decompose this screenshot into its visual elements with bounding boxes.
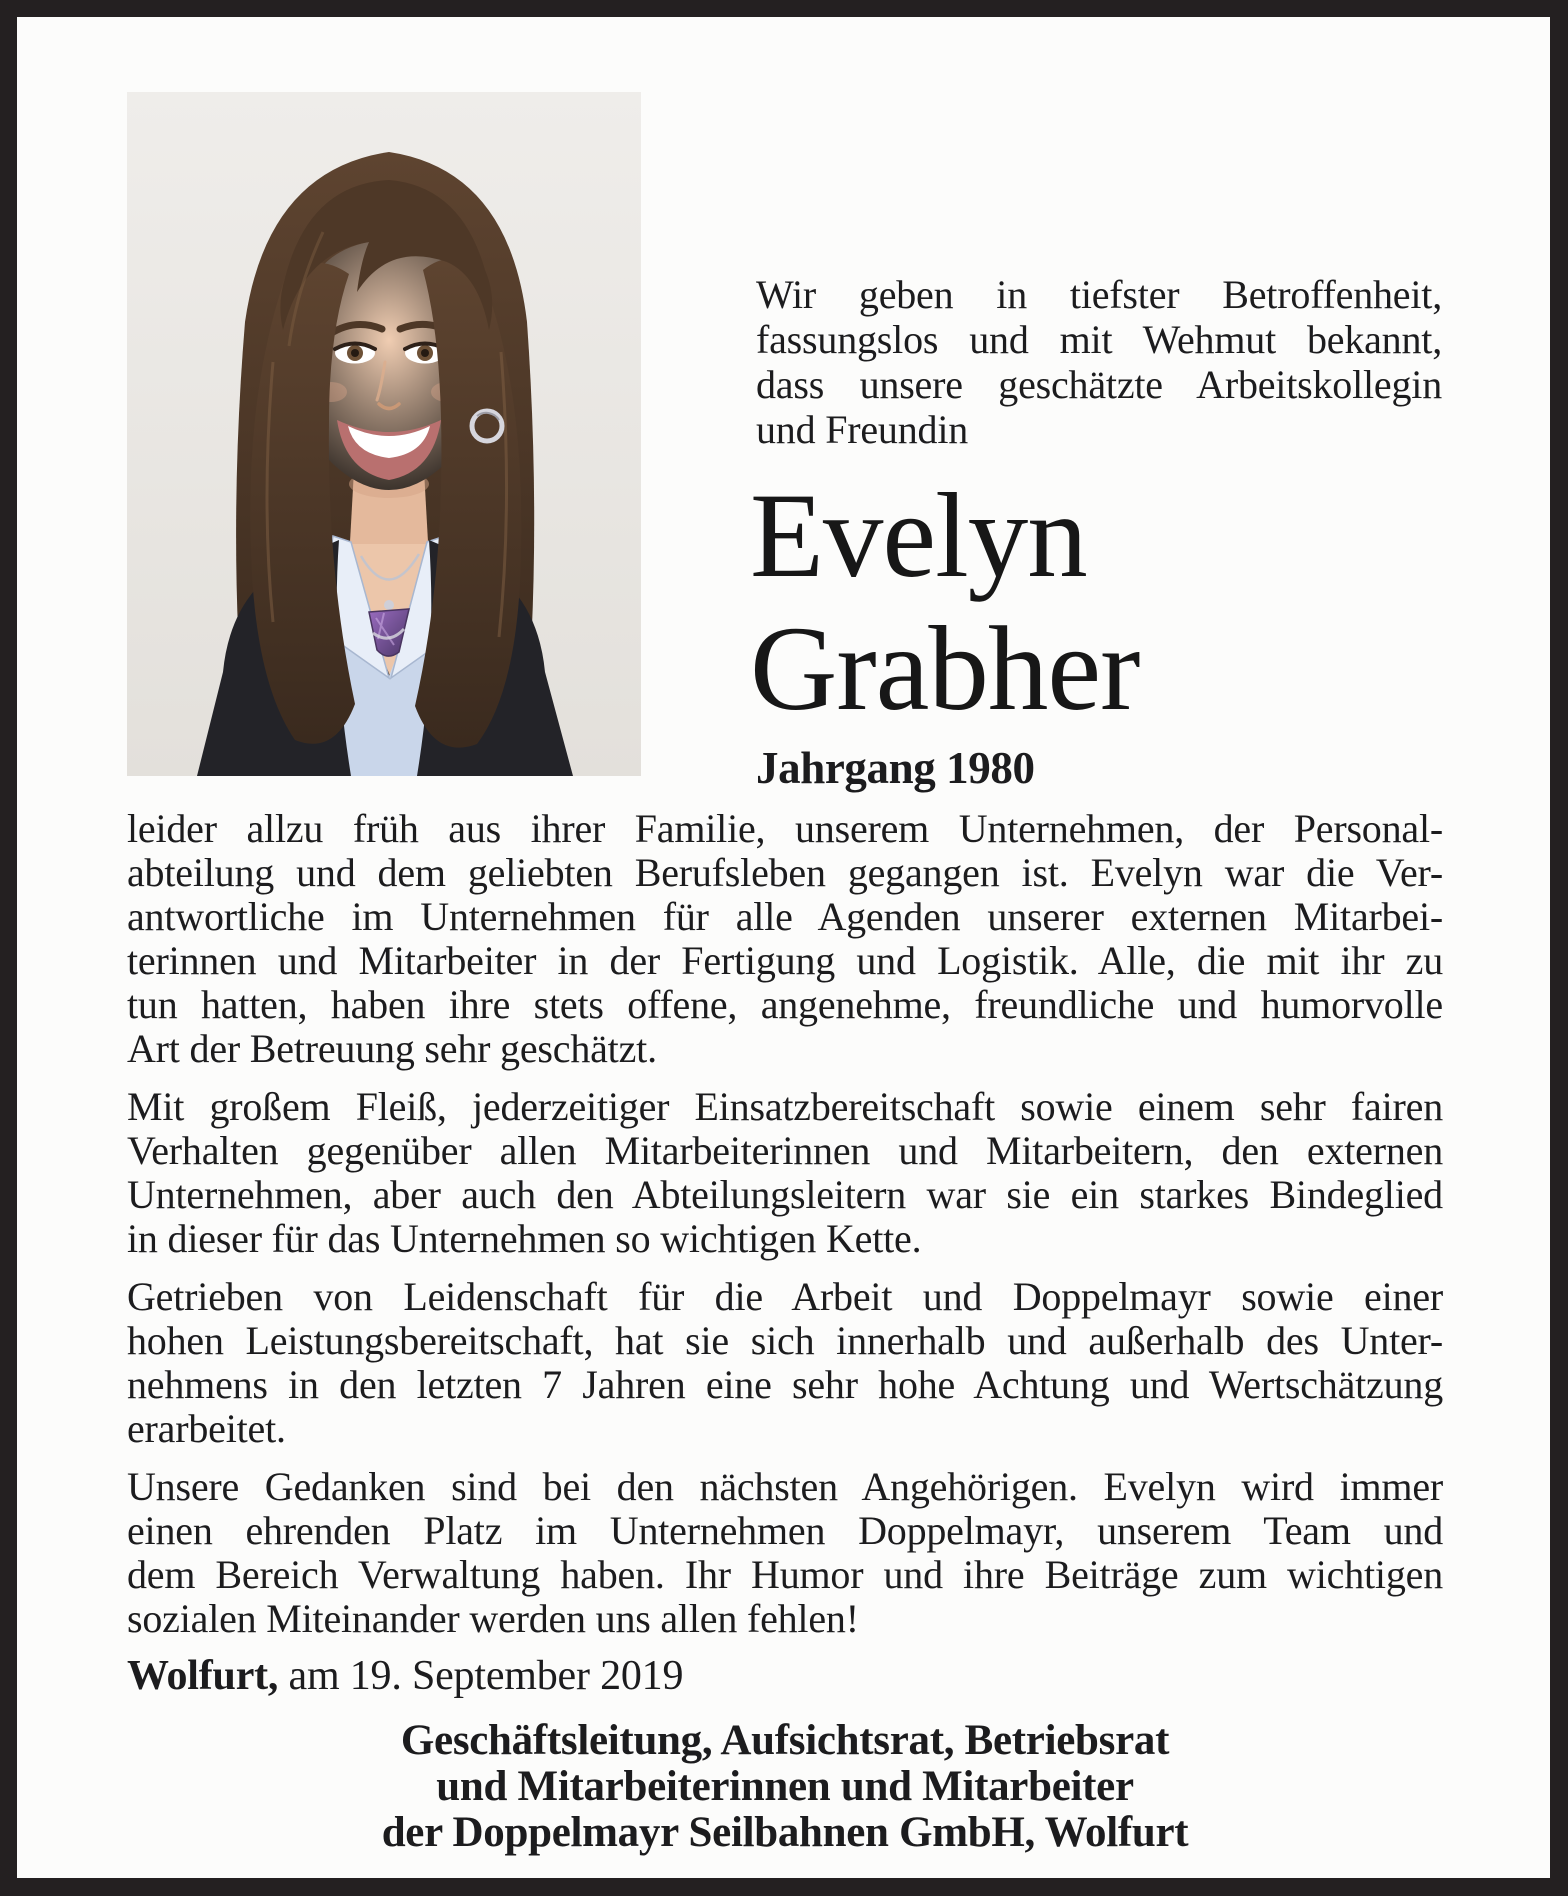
portrait-illustration <box>127 92 641 776</box>
birth-year: Jahrgang 1980 <box>756 743 1035 793</box>
obituary-paragraph: Getrieben von Leidenschaft für die Arbeit und Doppelmayr sowie einer hohen Leistungsbereitschaft, hat sie sich innerhalb und außerhalb des Unter- nehmens in den letzten 7 Jahren eine sehr hohe Achtung und Wertschätzung erarbeitet. <box>127 1274 1443 1451</box>
deceased-name: Evelyn Grabher <box>750 469 1140 736</box>
dateline <box>127 1652 1443 1700</box>
intro-text: Wir geben in tiefster Betroffenheit, fassungslos und mit Wehmut bekannt, dass unsere geschätzte Arbeitskollegin und Freundin <box>756 272 1442 452</box>
obituary-paragraph: Unsere Gedanken sind bei den nächsten Angehörigen. Evelyn wird immer einen ehrenden Platz im Unternehmen Doppelmayr, unserem Team und dem Bereich Verwaltung haben. Ihr Humor und ihre Beiträge zum wichtigen sozialen Miteinander werden uns allen fehlen! <box>127 1464 1443 1641</box>
dateline-place: Wolfurt, <box>127 1653 279 1699</box>
obituary-body <box>127 807 1443 1655</box>
card-inner <box>17 17 1550 1878</box>
obituary-paragraph: Mit großem Fleiß, jederzeitiger Einsatzbereitschaft sowie einem sehr fairen Verhalten gegenüber allen Mitarbeiterinnen und Mitarbeitern, den externen Unternehmen, aber auch den Abteilungsleitern war sie ein starkes Bindeglied in dieser für das Unternehmen so wichtigen Kette. <box>127 1084 1443 1261</box>
dateline-date: am 19. September 2019 <box>288 1653 684 1699</box>
signature-block: Geschäftsleitung, Aufsichtsrat, Betriebsrat und Mitarbeiterinnen und Mitarbeiter der Doppelmayr Seilbahnen GmbH, Wolfurt <box>381 1717 1189 1856</box>
portrait-photo <box>127 92 641 776</box>
obituary-paragraph: leider allzu früh aus ihrer Familie, unserem Unternehmen, der Personal- abteilung und dem geliebten Berufsleben gegangen ist. Evelyn war die Ver- antwortliche im Unternehmen für alle Agenden unserer externen Mitarbei- terinnen und Mitarbeiter in der Fertigung und Logistik. Alle, die mit ihr zu tun hatten, haben ihre stets offene, angenehme, freundliche und humorvolle Art der Betreuung sehr geschätzt. <box>127 806 1443 1071</box>
